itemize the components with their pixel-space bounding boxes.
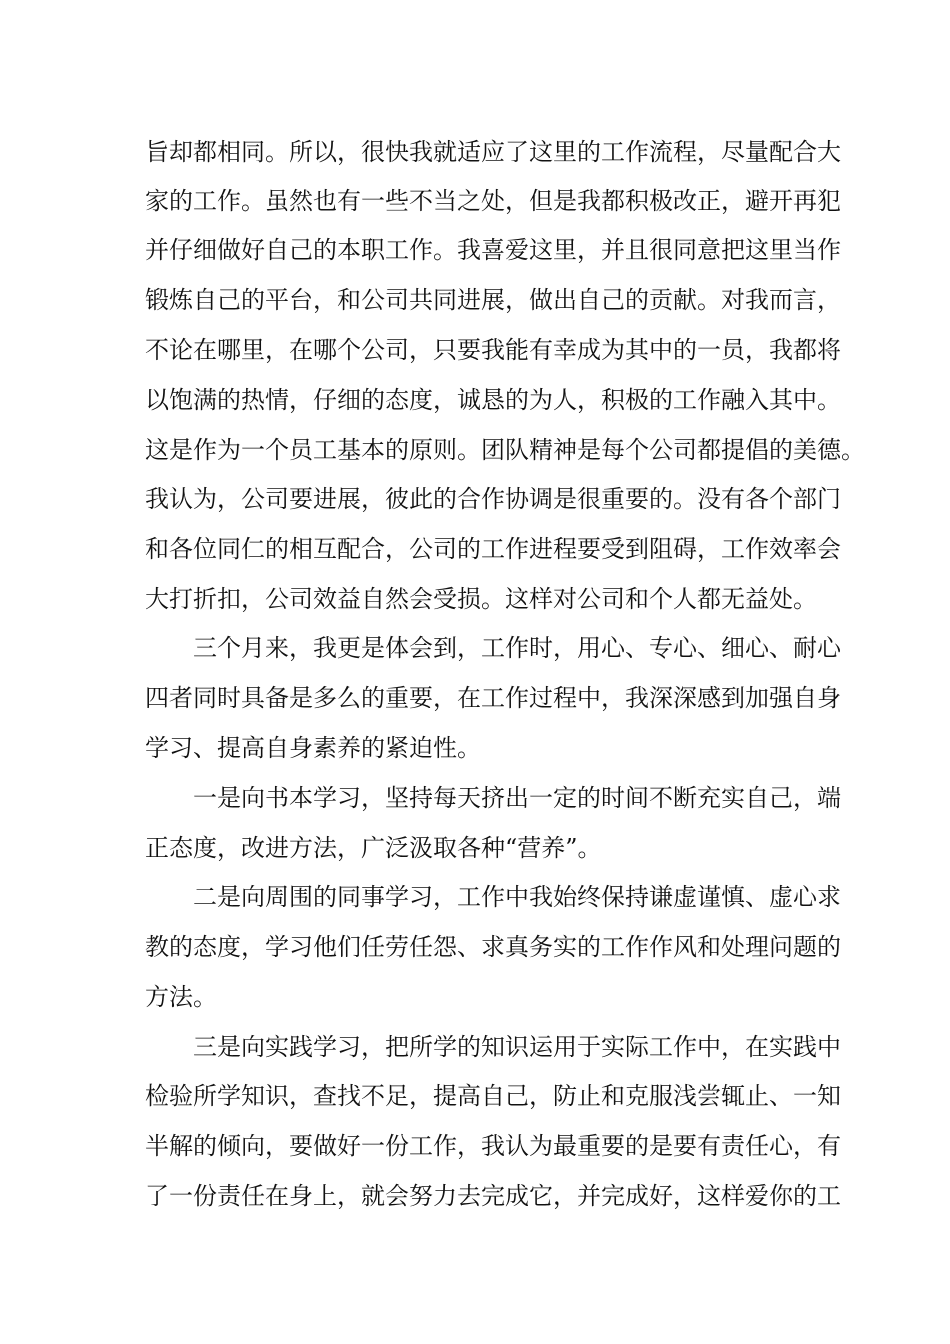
text-line: 大打折扣，公司效益自然会受损。这样对公司和个人都无益处。 <box>145 585 817 613</box>
text-line: 锻炼自己的平台，和公司共同进展，做出自己的贡献。对我而言， <box>145 286 841 314</box>
text-line: 我认为，公司要进展，彼此的合作协调是很重要的。没有各个部门 <box>145 485 841 513</box>
text-line: 半解的倾向，要做好一份工作，我认为最重要的是要有责任心，有 <box>145 1132 841 1160</box>
text-line: 家的工作。虽然也有一些不当之处，但是我都积极改正，避开再犯 <box>145 187 841 215</box>
text-line: 正态度，改进方法，广泛汲取各种“营养”。 <box>145 834 602 862</box>
text-line: 这是作为一个员工基本的原则。团队精神是每个公司都提倡的美德。 <box>145 436 865 464</box>
text-line: 三是向实践学习，把所学的知识运用于实际工作中，在实践中 <box>193 1033 841 1061</box>
text-line: 一是向书本学习，坚持每天挤出一定的时间不断充实自己，端 <box>193 784 841 812</box>
text-line: 和各位同仁的相互配合，公司的工作进程要受到阻碍，工作效率会 <box>145 535 841 563</box>
text-line: 三个月来，我更是体会到，工作时，用心、专心、细心、耐心 <box>193 634 841 662</box>
text-line: 以饱满的热情，仔细的态度，诚恳的为人，积极的工作融入其中。 <box>145 386 841 414</box>
text-line: 学习、提高自身素养的紧迫性。 <box>145 734 481 762</box>
text-line: 教的态度，学习他们任劳任怨、求真务实的工作作风和处理问题的 <box>145 933 841 961</box>
text-line: 四者同时具备是多么的重要，在工作过程中，我深深感到加强自身 <box>145 684 841 712</box>
text-line: 并仔细做好自己的本职工作。我喜爱这里，并且很同意把这里当作 <box>145 236 841 264</box>
text-line: 了一份责任在身上，就会努力去完成它，并完成好，这样爱你的工 <box>145 1182 841 1210</box>
text-line: 二是向周围的同事学习，工作中我始终保持谦虚谨慎、虚心求 <box>193 883 841 911</box>
text-line: 方法。 <box>145 983 217 1011</box>
text-line: 不论在哪里，在哪个公司，只要我能有幸成为其中的一员，我都将 <box>145 336 841 364</box>
text-line: 旨却都相同。所以，很快我就适应了这里的工作流程，尽量配合大 <box>145 138 841 166</box>
text-line: 检验所学知识，查找不足，提高自己，防止和克服浅尝辄止、一知 <box>145 1082 841 1110</box>
